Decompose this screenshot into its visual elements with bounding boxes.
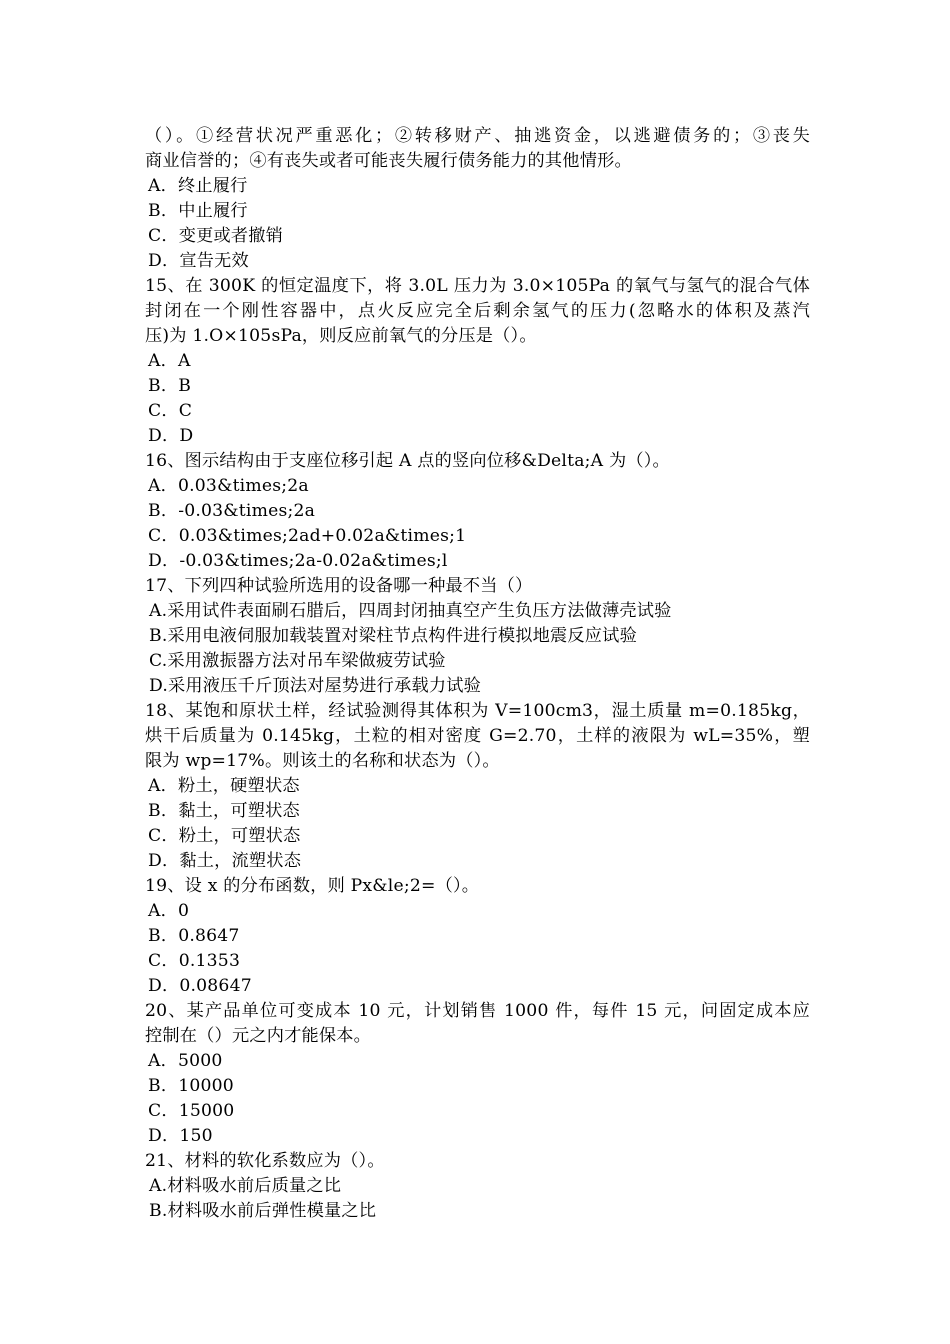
question-text-line: 21、材料的软化系数应为（）。 (145, 1151, 385, 1171)
answer-option: A.采用试件表面刷石腊后，四周封闭抽真空产生负压方法做薄壳试验 (149, 601, 672, 621)
answer-option: B.材料吸水前后弹性模量之比 (149, 1201, 377, 1221)
answer-option: A．A (148, 351, 191, 371)
answer-option: B．中止履行 (148, 201, 248, 221)
answer-option: C．15000 (148, 1101, 235, 1121)
answer-option: C．粉土，可塑状态 (148, 826, 301, 846)
answer-option: D.采用液压千斤顶法对屋势进行承载力试验 (149, 676, 482, 696)
answer-option: D．150 (148, 1126, 213, 1146)
answer-option: C.采用激振器方法对吊车梁做疲劳试验 (149, 651, 446, 671)
question-text-line: 19、设 x 的分布函数，则 Px&le;2=（）。 (145, 876, 480, 896)
question-text-line: 20、某产品单位可变成本 10 元，计划销售 1000 件，每件 15 元，问固定成本应 (145, 1001, 810, 1021)
answer-option: D．黏土，流塑状态 (148, 851, 302, 871)
question-text-line: 封闭在一个刚性容器中，点火反应完全后剩余氢气的压力(忽略水的体积及蒸汽 (145, 301, 810, 321)
answer-option: B．黏土，可塑状态 (148, 801, 300, 821)
answer-option: B．B (148, 376, 192, 396)
answer-option: A．5000 (148, 1051, 223, 1071)
answer-option: C．0.1353 (148, 951, 241, 971)
question-text-line: 控制在（）元之内才能保本。 (145, 1026, 372, 1046)
question-text-line: 18、某饱和原状土样，经试验测得其体积为 V=100cm3，湿土质量 m=0.185kg， (145, 701, 810, 721)
answer-option: A．0.03&times;2a (148, 476, 309, 496)
question-text-line: 17、下列四种试验所选用的设备哪一种最不当（） (145, 576, 533, 596)
question-text-line: 15、在 300K 的恒定温度下，将 3.0L 压力为 3.0×105Pa 的氧气与氢气的混合气体 (145, 276, 810, 296)
question-text-line: （）。①经营状况严重恶化；②转移财产、抽逃资金，以逃避债务的；③丧失 (145, 126, 810, 146)
question-text-line: 烘干后质量为 0.145kg，土粒的相对密度 G=2.70，土样的液限为 wL=35%，塑 (145, 726, 810, 746)
answer-option: C．变更或者撤销 (148, 226, 284, 246)
answer-option: B．-0.03&times;2a (148, 501, 316, 521)
question-text-line: 16、图示结构由于支座位移引起 A 点的竖向位移&Delta;A 为（）。 (145, 451, 670, 471)
answer-option: C．C (148, 401, 193, 421)
answer-option: D．-0.03&times;2a-0.02a&times;l (148, 551, 448, 571)
answer-option: B.采用电液伺服加载装置对梁柱节点构件进行模拟地震反应试验 (149, 626, 637, 646)
answer-option: B．10000 (148, 1076, 234, 1096)
document-body (145, 124, 810, 1224)
answer-option: D．0.08647 (148, 976, 252, 996)
answer-option: D．D (148, 426, 194, 446)
answer-option: A．终止履行 (148, 176, 248, 196)
answer-option: A.材料吸水前后质量之比 (149, 1176, 342, 1196)
question-text-line: 限为 wp=17%。则该土的名称和状态为（）。 (145, 751, 500, 771)
question-text-line: 商业信誉的；④有丧失或者可能丧失履行债务能力的其他情形。 (145, 151, 632, 171)
answer-option: B．0.8647 (148, 926, 240, 946)
answer-option: A．粉土，硬塑状态 (148, 776, 300, 796)
answer-option: D．宣告无效 (148, 251, 249, 271)
answer-option: A．0 (148, 901, 190, 921)
question-text-line: 压)为 1.O×105sPa，则反应前氧气的分压是（）。 (145, 326, 537, 346)
answer-option: C．0.03&times;2ad+0.02a&times;1 (148, 526, 467, 546)
